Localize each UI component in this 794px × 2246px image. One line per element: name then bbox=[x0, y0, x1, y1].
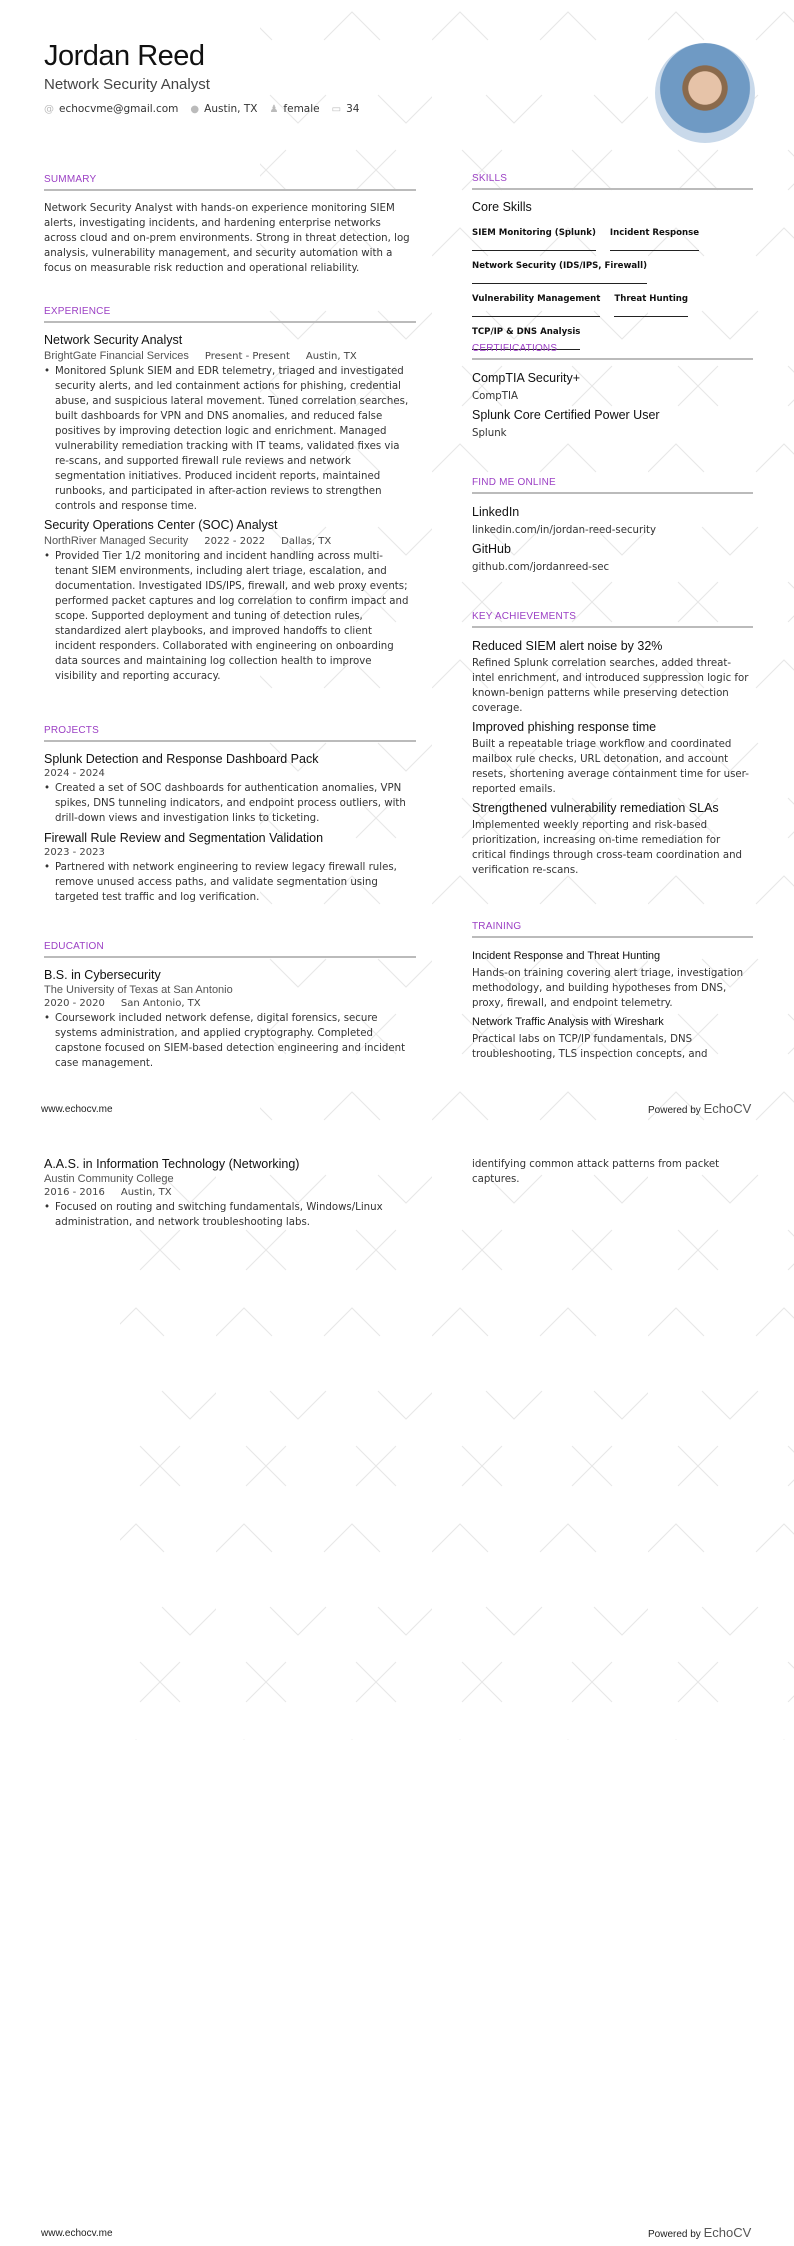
brand-logo: EchoCV bbox=[703, 2225, 752, 2240]
brand-logo: EchoCV bbox=[703, 1101, 752, 1116]
education-item bbox=[44, 1157, 416, 1230]
school: The University of Texas at San Antonio bbox=[44, 984, 233, 996]
divider bbox=[472, 492, 753, 494]
project-title: Firewall Rule Review and Segmentation Validation bbox=[44, 831, 324, 845]
project-item bbox=[44, 831, 416, 905]
company: NorthRiver Managed Security bbox=[44, 535, 189, 547]
dates: 2022 - 2022 bbox=[204, 536, 266, 547]
training-text: Hands-on training covering alert triage, investigation methodology, and building hypotheses from DNS, proxy, firewall, and endpoint telemetry. bbox=[472, 968, 744, 1009]
profile-link[interactable]: github.com/jordanreed-sec bbox=[472, 562, 610, 573]
profile-link[interactable]: linkedin.com/in/jordan-reed-security bbox=[472, 525, 657, 536]
contact-email[interactable]: @ echocvme@gmail.com bbox=[44, 103, 179, 115]
dates: 2020 - 2020 bbox=[44, 998, 105, 1009]
training-title: Incident Response and Threat Hunting bbox=[472, 950, 661, 962]
dates: Present - Present bbox=[204, 351, 290, 362]
training-text-continued: identifying common attack patterns from packet captures. bbox=[472, 1159, 720, 1185]
skill-tag: SIEM Monitoring (Splunk) bbox=[472, 221, 596, 251]
powered-by[interactable]: Powered by EchoCV bbox=[648, 2225, 752, 2240]
online-section bbox=[472, 477, 753, 575]
achievement-title: Strengthened vulnerability remediation SLAs bbox=[472, 801, 719, 815]
certifications-section bbox=[472, 343, 753, 441]
experience-item bbox=[44, 333, 416, 514]
job-title: Network Security Analyst bbox=[44, 333, 183, 347]
degree: B.S. in Cybersecurity bbox=[44, 968, 161, 982]
training-section bbox=[472, 921, 753, 1062]
footer-site-link[interactable]: www.echocv.me bbox=[41, 1104, 113, 1115]
divider bbox=[44, 740, 416, 742]
certification-name: CompTIA Security+ bbox=[472, 371, 581, 385]
company: BrightGate Financial Services bbox=[44, 350, 189, 362]
project-bullet: • Partnered with network engineering to review legacy firewall rules, remove unused access paths, and validate segmentation using targeted test traffic and log verification. bbox=[44, 860, 416, 905]
section-heading: KEY ACHIEVEMENTS bbox=[472, 611, 577, 622]
training-text: Practical labs on TCP/IP fundamentals, DNS troubleshooting, TLS inspection concepts, and bbox=[472, 1034, 708, 1060]
skill-tag: Vulnerability Management bbox=[472, 287, 600, 317]
skills-section bbox=[472, 173, 753, 350]
job-bullet: • Monitored Splunk SIEM and EDR telemetry, triaged and investigated security alerts, and led containment actions for phishing, credential abuse, and suspicious lateral movement. Tuned correlation searches, built dashboards for VPN and DNS anomalies, and reduced false positives by improving detection logic and enrichment. Managed vulnerability remediation tracking with IT teams, validated fixes via re-scans, and supported firewall rule reviews and network segmentation initiatives. Produced incident reports, maintained runbooks, and participated in after-action reviews to strengthen controls and response time. bbox=[44, 364, 416, 514]
skill-tags bbox=[472, 218, 753, 350]
at-icon: @ bbox=[44, 104, 54, 115]
education-bullet: • Focused on routing and switching fundamentals, Windows/Linux administration, and network troubleshooting labs. bbox=[44, 1200, 416, 1230]
profile-name: LinkedIn bbox=[472, 505, 520, 519]
project-title: Splunk Detection and Response Dashboard Pack bbox=[44, 752, 319, 766]
achievement-text: Refined Splunk correlation searches, added threat-intel enrichment, and introduced suppression logic for known-benign patterns while preserving detection coverage. bbox=[472, 658, 749, 714]
job-bullet: • Provided Tier 1/2 monitoring and incident handling across multi-tenant SIEM environments, including alert triage, escalation, and documentation. Investigated IDS/IPS, firewall, and web proxy events; performed packet captures and log correlation to confirm impact and scope. Supported deployment and tuning of detection rules, standardized alert playbooks, and improved handoffs to client incident responders. Collaborated with engineering on onboarding data sources and maintaining log collection health to improve visibility and reporting accuracy. bbox=[44, 549, 416, 684]
training-title: Network Traffic Analysis with Wireshark bbox=[472, 1016, 664, 1028]
achievement-title: Improved phishing response time bbox=[472, 720, 657, 734]
dates: 2016 - 2016 bbox=[44, 1187, 105, 1198]
calendar-icon: ▭ bbox=[331, 104, 342, 115]
candidate-name: Jordan Reed bbox=[44, 40, 205, 72]
divider bbox=[44, 189, 416, 191]
achievements-section bbox=[472, 611, 753, 878]
section-heading: SKILLS bbox=[472, 173, 508, 184]
project-item bbox=[44, 752, 416, 826]
achievement-text: Built a repeatable triage workflow and coordinated mailbox rule checks, URL detonation, and account resets, shortening average containment time for user-reported emails. bbox=[472, 739, 749, 795]
profile-name: GitHub bbox=[472, 542, 511, 556]
achievement-title: Reduced SIEM alert noise by 32% bbox=[472, 639, 663, 653]
divider bbox=[472, 188, 753, 190]
location: Austin, TX bbox=[120, 1187, 172, 1198]
skill-tag: Incident Response bbox=[610, 221, 699, 251]
summary-text: Network Security Analyst with hands-on experience monitoring SIEM alerts, investigating incidents, and hardening enterprise networks across cloud and on-prem environments. Strong in threat detection, log analysis, vulnerability management, and security automation with a focus on measurable risk reduction and operational reliability. bbox=[44, 203, 410, 274]
achievement-text: Implemented weekly reporting and risk-based prioritization, increasing on-time remediation for critical findings through cross-team coordination and verification re-scans. bbox=[472, 820, 743, 876]
school: Austin Community College bbox=[44, 1173, 174, 1185]
divider bbox=[44, 321, 416, 323]
section-heading: FIND ME ONLINE bbox=[472, 477, 556, 488]
divider bbox=[472, 936, 753, 938]
education-bullet: • Coursework included network defense, digital forensics, secure systems administration, and applied cryptography. Completed capstone focused on SIEM-based detection engineering and incident case management. bbox=[44, 1011, 416, 1071]
divider bbox=[472, 358, 753, 360]
skill-tag: TCP/IP & DNS Analysis bbox=[472, 320, 580, 350]
section-heading: TRAINING bbox=[472, 921, 522, 932]
project-bullet: • Created a set of SOC dashboards for authentication anomalies, VPN spikes, DNS tunneling indicators, and endpoint process outliers, with drill-down views and investigation links to ticketing. bbox=[44, 781, 416, 826]
degree: A.A.S. in Information Technology (Networking) bbox=[44, 1157, 300, 1171]
certification-name: Splunk Core Certified Power User bbox=[472, 408, 660, 422]
location: San Antonio, TX bbox=[120, 998, 201, 1009]
section-heading: SUMMARY bbox=[44, 174, 97, 185]
person-icon: ♟ bbox=[269, 104, 279, 115]
dates: 2023 - 2023 bbox=[44, 847, 105, 858]
skill-group-title: Core Skills bbox=[472, 200, 532, 214]
location-pin-icon: ● bbox=[190, 104, 200, 115]
experience-section bbox=[44, 306, 416, 684]
contact-info bbox=[44, 103, 359, 115]
contact-gender: ♟ female bbox=[269, 103, 320, 115]
candidate-title: Network Security Analyst bbox=[44, 76, 210, 93]
skill-tag: Threat Hunting bbox=[614, 287, 688, 317]
skill-tag: Network Security (IDS/IPS, Firewall) bbox=[472, 254, 647, 284]
divider bbox=[472, 626, 753, 628]
section-heading: EDUCATION bbox=[44, 941, 104, 952]
divider bbox=[44, 956, 416, 958]
contact-location: ● Austin, TX bbox=[190, 103, 258, 115]
certification-issuer: CompTIA bbox=[472, 391, 518, 402]
projects-section bbox=[44, 725, 416, 905]
contact-age: ▭ 34 bbox=[331, 103, 360, 115]
education-section bbox=[44, 941, 416, 1071]
certification-issuer: Splunk bbox=[472, 428, 507, 439]
section-heading: EXPERIENCE bbox=[44, 306, 111, 317]
location: Dallas, TX bbox=[281, 536, 332, 547]
education-item bbox=[44, 968, 416, 1071]
powered-by[interactable]: Powered by EchoCV bbox=[648, 1101, 752, 1116]
job-title: Security Operations Center (SOC) Analyst bbox=[44, 518, 278, 532]
profile-photo bbox=[655, 43, 755, 143]
location: Austin, TX bbox=[305, 351, 357, 362]
footer-site-link[interactable]: www.echocv.me bbox=[41, 2228, 113, 2239]
dates: 2024 - 2024 bbox=[44, 768, 105, 779]
section-heading: CERTIFICATIONS bbox=[472, 343, 558, 354]
summary-section bbox=[44, 174, 416, 276]
experience-item bbox=[44, 518, 416, 684]
section-heading: PROJECTS bbox=[44, 725, 99, 736]
